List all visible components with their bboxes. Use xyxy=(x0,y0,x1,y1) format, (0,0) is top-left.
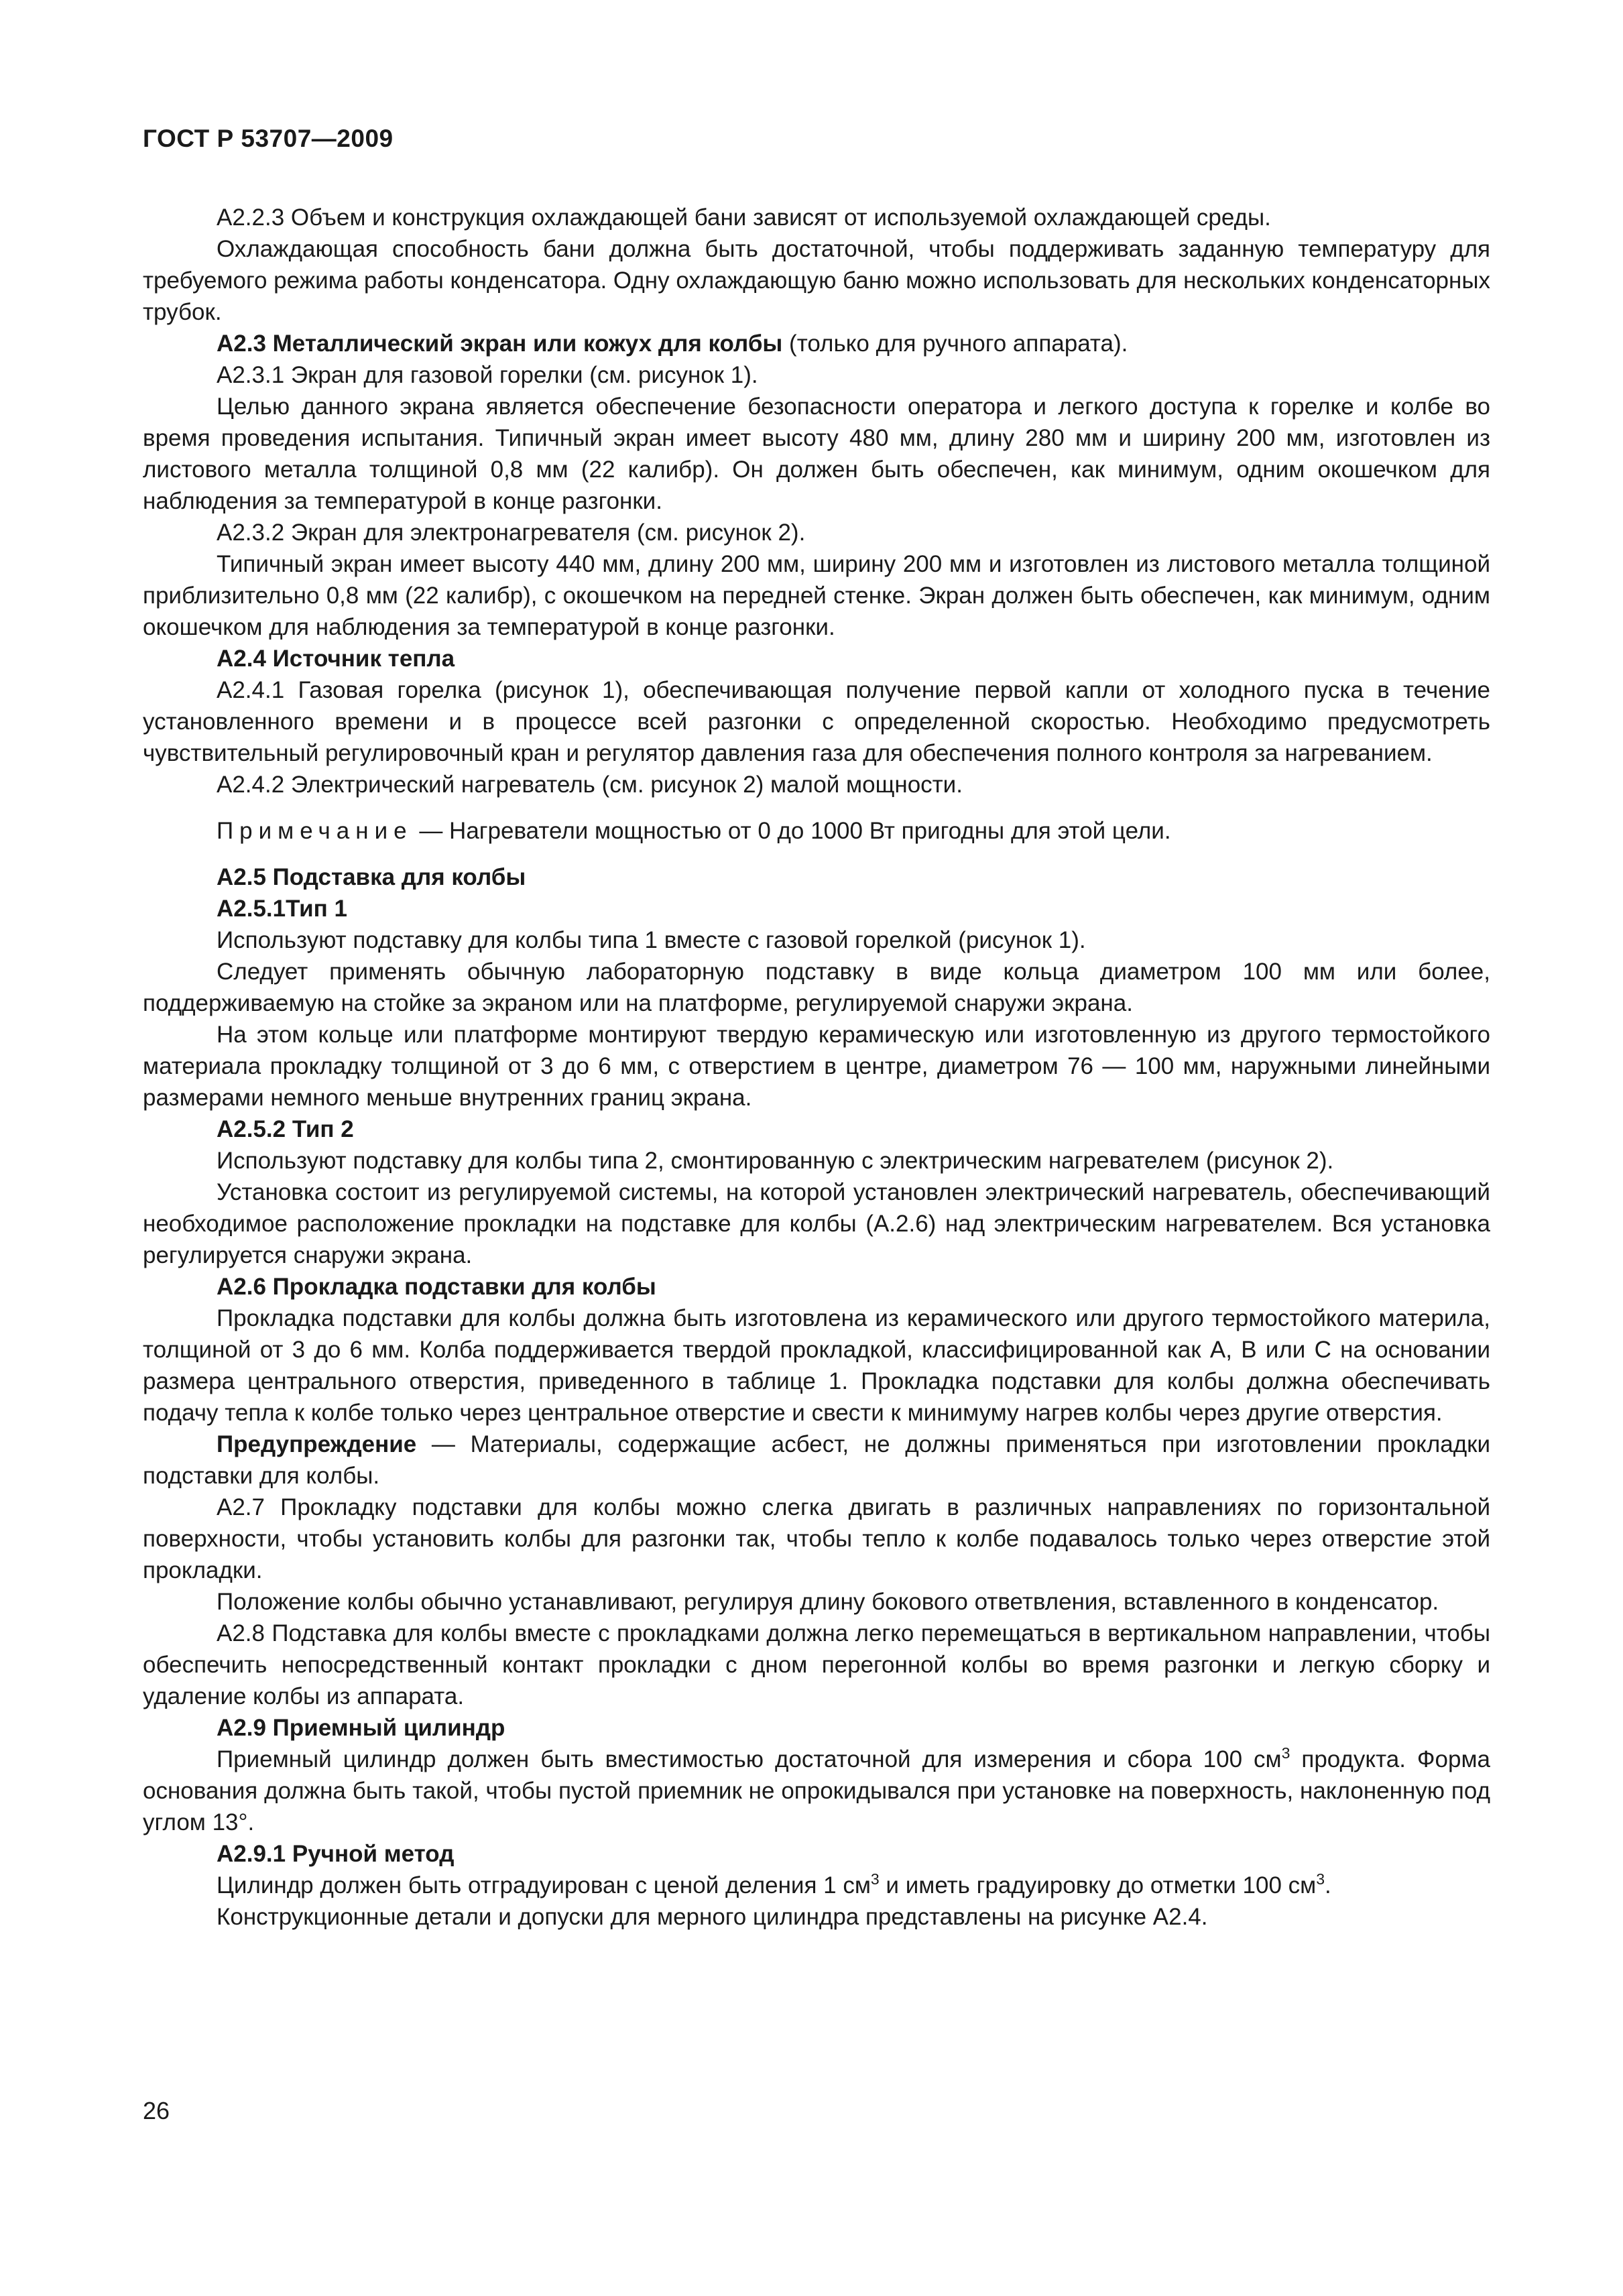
paragraph-a2-4-1: А2.4.1 Газовая горелка (рисунок 1), обеспечивающая получение первой капли от холодного пуска в течение установленного времени и в процессе всей разгонки с определенной скоростью. Необходимо предусмотреть чувствительный регулировочный кран и регулятор давления газа для обеспечения полного контроля за нагреванием. xyxy=(143,677,1490,766)
page-number: 26 xyxy=(143,2097,170,2124)
paragraph: Конструкционные детали и допуски для мерного цилиндра представлены на рисунке А2.4. xyxy=(217,1904,1208,1930)
subsection-heading: А2.5.1Тип 1 xyxy=(217,896,348,922)
section-heading-a2-4 xyxy=(143,643,1490,674)
paragraph-a2-2-3: А2.2.3 Объем и конструкция охлаждающей бани зависят от используемой охлаждающей среды. xyxy=(217,204,1271,231)
note-label: Примечание xyxy=(217,818,413,844)
text-run: Приемный цилиндр должен быть вместимостью достаточной для измерения и сбора 100 см xyxy=(217,1746,1282,1772)
subsection-heading: А2.9.1 Ручной метод xyxy=(217,1841,455,1867)
paragraph: Используют подставку для колбы типа 2, смонтированную с электрическим нагревателем (рисунок 2). xyxy=(217,1148,1334,1174)
section-a2-3 xyxy=(143,328,1490,359)
subsection-heading-a2-5-2 xyxy=(143,1113,1490,1145)
superscript: 3 xyxy=(1316,1870,1325,1888)
note xyxy=(143,815,1490,847)
text-run: . xyxy=(1325,1872,1331,1898)
paragraph-a2-3-2: А2.3.2 Экран для электронагревателя (см. рисунок 2). xyxy=(217,520,806,546)
paragraph: Используют подставку для колбы типа 1 вместе с газовой горелкой (рисунок 1). xyxy=(217,927,1086,953)
warning-text: — Материалы, содержащие асбест, не должны применяться при изготовлении прокладки подставки для колбы. xyxy=(143,1431,1490,1489)
subsection-heading-a2-5-1 xyxy=(143,893,1490,924)
text-run: Цилиндр должен быть отградуирован с ценой деления 1 см xyxy=(217,1872,871,1898)
section-heading: А2.9 Приемный цилиндр xyxy=(217,1715,505,1741)
note-text: — Нагреватели мощностью от 0 до 1000 Вт пригодны для этой цели. xyxy=(412,818,1171,844)
paragraph: Установка состоит из регулируемой системы, на которой установлен электрический нагреватель, обеспечивающий необходимое расположение прокладки на подставке для колбы (А.2.6) над электрическим нагревателем. Вся установка регулируется снаружи экрана. xyxy=(143,1179,1490,1268)
warning-label: Предупреждение xyxy=(217,1431,417,1457)
warning xyxy=(143,1429,1490,1492)
text-run: продукта. Форма основания должна быть такой, чтобы пустой приемник не опрокидывался при установке на поверхность, наклоненную под углом 13°. xyxy=(143,1746,1490,1835)
paragraph: На этом кольце или платформе монтируют твердую керамическую или изготовленную из другого термостойкого материала прокладку толщиной от 3 до 6 мм, с отверстием в центре, диаметром 76 — 100 мм, наружными линейными размерами немного меньше внутренних границ экрана. xyxy=(143,1022,1490,1111)
superscript: 3 xyxy=(1281,1744,1290,1762)
superscript: 3 xyxy=(870,1870,880,1888)
section-heading: А2.6 Прокладка подставки для колбы xyxy=(217,1274,656,1300)
paragraph-a2-8: А2.8 Подставка для колбы вместе с прокладками должна легко перемещаться в вертикальном направлении, чтобы обеспечить непосредственный контакт прокладки с дном перегонной колбы во время разгонки и легкую сборку и удаление колбы из аппарата. xyxy=(143,1620,1490,1709)
section-heading-a2-6 xyxy=(143,1271,1490,1303)
paragraph: Положение колбы обычно устанавливают, регулируя длину бокового ответвления, вставленного в конденсатор. xyxy=(217,1589,1439,1615)
paragraph xyxy=(143,1870,1490,1901)
section-heading: А2.4 Источник тепла xyxy=(217,646,455,672)
paragraph: Охлаждающая способность бани должна быть достаточной, чтобы поддерживать заданную температуру для требуемого режима работы конденсатора. Одну охлаждающую баню можно использовать для нескольких конденсаторных трубок. xyxy=(143,236,1490,325)
section-heading: А2.3 Металлический экран или кожух для колбы xyxy=(217,330,783,357)
paragraph: Целью данного экрана является обеспечение безопасности оператора и легкого доступа к горелке и колбе во время проведения испытания. Типичный экран имеет высоту 480 мм, длину 280 мм и ширину 200 мм, изготовлен из листового металла толщиной 0,8 мм (22 калибр). Он должен быть обеспечен, как минимум, одним окошечком для наблюдения за температурой в конце разгонки. xyxy=(143,394,1490,514)
document-body xyxy=(143,202,1490,1933)
section-heading-a2-9 xyxy=(143,1712,1490,1744)
paragraph xyxy=(143,1744,1490,1838)
paragraph-a2-7: А2.7 Прокладку подставки для колбы можно слегка двигать в различных направлениях по горизонтальной поверхности, чтобы установить колбы для разгонки так, чтобы тепло к колбе подавалось только через отверстие этой прокладки. xyxy=(143,1494,1490,1583)
subsection-heading: А2.5.2 Тип 2 xyxy=(217,1116,354,1142)
section-heading: А2.5 Подставка для колбы xyxy=(217,864,526,890)
paragraph: Следует применять обычную лабораторную подставку в виде кольца диаметром 100 мм или более, поддерживаемую на стойке за экраном или на платформе, регулируемой снаружи экрана. xyxy=(143,959,1490,1016)
subsection-heading-a2-9-1 xyxy=(143,1838,1490,1870)
document-header: ГОСТ Р 53707—2009 xyxy=(143,125,394,152)
paragraph-a2-4-2: А2.4.2 Электрический нагреватель (см. рисунок 2) малой мощности. xyxy=(217,772,963,798)
paragraph: Типичный экран имеет высоту 440 мм, длину 200 мм, ширину 200 мм и изготовлен из листового металла толщиной приблизительно 0,8 мм (22 калибр), с окошечком на передней стенке. Экран должен быть обеспечен, как минимум, одним окошечком для наблюдения за температурой в конце разгонки. xyxy=(143,551,1490,640)
paragraph: Прокладка подставки для колбы должна быть изготовлена из керамического или другого термостойкого материла, толщиной от 3 до 6 мм. Колба поддерживается твердой прокладкой, классифицированной как А, В или С на основании размера центрального отверстия, приведенного в таблице 1. Прокладка подставки для колбы должна обеспечивать подачу тепла к колбе только через центральное отверстие и свести к минимуму нагрев колбы через другие отверстия. xyxy=(143,1305,1490,1426)
section-heading-note: (только для ручного аппарата). xyxy=(782,330,1128,357)
paragraph-a2-3-1: А2.3.1 Экран для газовой горелки (см. рисунок 1). xyxy=(217,362,758,388)
text-run: и иметь градуировку до отметки 100 см xyxy=(879,1872,1317,1898)
section-heading-a2-5 xyxy=(143,861,1490,893)
